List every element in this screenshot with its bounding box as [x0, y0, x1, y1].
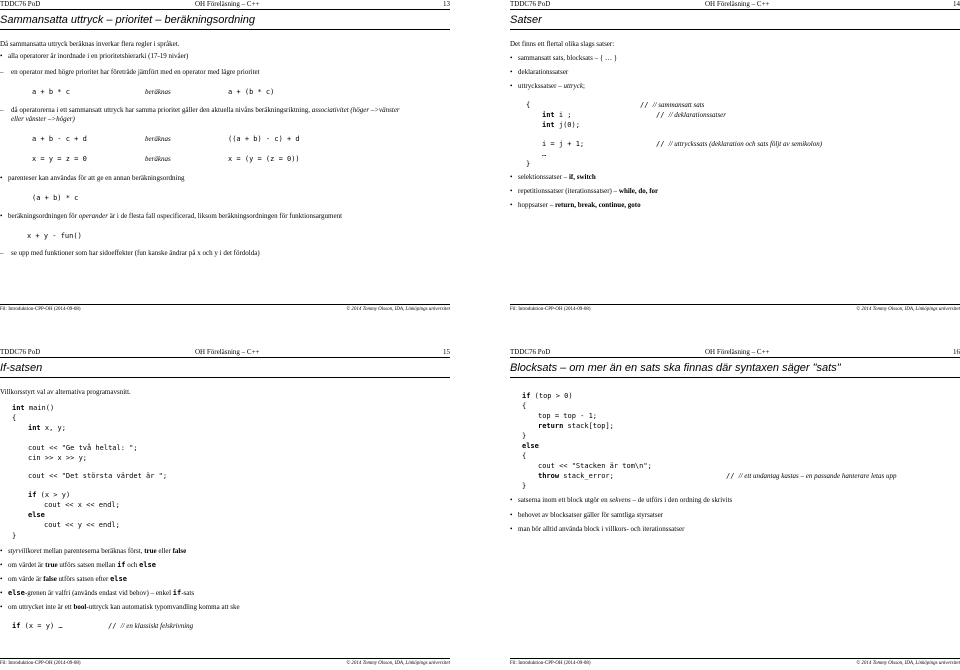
course-code: TDDC76 PoD — [0, 348, 41, 356]
bullet-text: beräkningsordningen för — [8, 212, 78, 220]
sub-bullet-text: en operator med högre prioritet har företräde jämfört med en operator med lägre prioritet — [11, 68, 260, 76]
bullet-bool-conversion — [0, 603, 240, 612]
intro-text: Det finns ett flertal olika slags satser: — [510, 40, 615, 48]
slide-14 — [510, 0, 960, 312]
keyword: else — [28, 511, 45, 519]
bullet-text: om värdet är — [8, 561, 46, 569]
code-comment: // // en klassiskt felskrivning — [108, 622, 194, 630]
footer-rule — [510, 304, 960, 305]
keyword: if — [12, 622, 21, 630]
slide-footer — [510, 660, 960, 668]
title-rule — [0, 377, 450, 378]
keyword: int — [28, 424, 41, 432]
page-number: 16 — [953, 348, 960, 356]
slide-header — [0, 0, 450, 8]
bullet-text: -sats — [181, 589, 195, 597]
footer-rule — [0, 658, 450, 659]
evaluates-label: beräknas — [145, 155, 171, 163]
code-line: } — [522, 432, 527, 440]
slide-footer — [0, 306, 450, 314]
lecture-name: OH Föreläsning – C++ — [705, 348, 770, 356]
page-number: 14 — [953, 0, 960, 8]
title-rule — [0, 29, 450, 30]
bullet-always-blocks — [510, 525, 684, 534]
evaluates-label: beräknas — [145, 88, 171, 96]
bullet-text: -grenen är valfri (används endast vid behov) – enkel — [24, 589, 173, 597]
code-line: } — [522, 482, 527, 490]
slide-header — [510, 348, 960, 356]
code-text: j(0); — [554, 121, 580, 129]
bullet-text: behovet av blocksatser gäller för samtliga styrsatser — [518, 511, 664, 519]
code-text: x, y; — [40, 424, 66, 432]
course-code: TDDC76 PoD — [510, 0, 551, 8]
keyword: int — [542, 121, 555, 129]
code-line — [12, 622, 63, 631]
keyword: else — [8, 589, 25, 597]
code-example: x = y = z = 0 — [32, 155, 87, 163]
keyword: int — [542, 111, 555, 119]
code-line — [522, 392, 573, 401]
bullet-text: sammansatt sats, blocksats – { … } — [518, 54, 618, 62]
code-line: … — [542, 150, 547, 158]
keyword: return — [538, 422, 564, 430]
bullet-text: man bör alltid använda block i villkors- och iterationssatser — [518, 525, 685, 533]
code-comment: // // uttryckssats (deklaration och sats följt av semikolon) — [656, 140, 823, 148]
bullet-text: eller — [156, 547, 173, 555]
sub-bullet-text: då operatorerna i ett sammansatt uttryck har samma prioritet gäller den aktuella nivåns beräkningsriktning, — [11, 106, 310, 114]
header-rule — [510, 357, 960, 358]
sequence-term: sekvens — [609, 496, 631, 504]
lecture-name: OH Föreläsning – C++ — [195, 0, 260, 8]
course-code: TDDC76 PoD — [0, 0, 41, 8]
sub-bullet-priority — [0, 68, 260, 77]
code-text: (x = y) … — [20, 622, 63, 630]
code-text: (top > 0) — [530, 392, 573, 400]
comment-text: // uttryckssats (deklaration och sats följt av semikolon) — [668, 140, 823, 148]
bullet-text: om värde är — [8, 575, 44, 583]
page-number: 13 — [443, 0, 450, 8]
bullet-text: parenteser kan användas för att ge en annan beräkningsordning — [8, 174, 185, 182]
comment-text: // ett undantag kastas – en passande hanterare letas upp — [738, 472, 897, 480]
copyright: © 2014 Tommy Olsson, IDA, Linköpings universitet — [856, 661, 960, 666]
code-line: cout << "Stacken är tom\n"; — [538, 462, 652, 470]
sub-bullet-side-effects — [0, 249, 260, 258]
bullet-text: hoppsatser – — [518, 201, 554, 209]
file-name: Fil: Introduktion-CPP-OH (2014-09-08) — [510, 661, 591, 666]
comment-text: // sammansatt sats — [652, 101, 705, 109]
code-line: i = j + 1; — [542, 140, 585, 148]
condition-term: styrvillkoret — [8, 547, 42, 555]
bullet-control-statements — [510, 511, 663, 520]
slide-title: If-satsen — [0, 362, 43, 374]
code-result: a + (b * c) — [228, 88, 275, 96]
code-example: a + b * c — [32, 88, 70, 96]
copyright: © 2014 Tommy Olsson, IDA, Linköpings universitet — [346, 661, 450, 666]
header-rule — [0, 9, 450, 10]
code-line — [28, 511, 45, 520]
bullet-else-optional — [0, 589, 194, 598]
code-comment: // // ett undantag kastas – en passande hanterare letas upp — [726, 472, 897, 480]
code-result: x = (y = (z = 0)) — [228, 155, 300, 163]
sub-bullet-associativity — [0, 106, 400, 115]
bullet-text: uttryckssatser – — [518, 82, 562, 90]
slide-header — [0, 348, 450, 356]
header-rule — [510, 9, 960, 10]
code-line: cin >> x >> y; — [28, 454, 88, 462]
keyword: else — [522, 442, 539, 450]
code-text: main() — [24, 404, 55, 412]
keyword: throw — [538, 472, 560, 480]
file-name: Fil: Introduktion-CPP-OH (2014-09-08) — [510, 307, 591, 312]
slide-title: Sammansatta uttryck – prioritet – beräkningsordning — [0, 14, 255, 26]
code-line — [12, 404, 54, 413]
expression-term: uttryck — [563, 82, 583, 90]
bullet-condition — [0, 547, 186, 556]
bullet-text: om uttrycket inte är ett — [8, 603, 74, 611]
bullet-sequence — [510, 496, 732, 505]
code-line: cout << "Det största värdet är "; — [28, 472, 168, 480]
code-text: i ; — [554, 111, 572, 119]
code-line: { — [522, 402, 527, 410]
bullet-priority — [0, 52, 188, 61]
bullet-true-branch — [0, 561, 156, 570]
bullet-text: selektionssatser – — [518, 173, 568, 181]
keyword: false — [43, 575, 57, 583]
slide-title: Satser — [510, 14, 542, 26]
code-line: { — [526, 101, 531, 109]
slide-title: Blocksats – om mer än en sats ska finnas där syntaxen säger "sats" — [510, 362, 841, 374]
bullet-compound — [510, 54, 617, 63]
slide-16 — [510, 348, 960, 666]
bullet-text: alla operatorer är inordnade i en prioritetshierarki (17-19 nivåer) — [8, 52, 189, 60]
bullet-jump — [510, 201, 641, 210]
keyword: else — [110, 575, 127, 583]
intro-text: Då sammansatta uttryck beräknas inverkar flera regler i språket. — [0, 40, 180, 48]
lecture-name: OH Föreläsning – C++ — [195, 348, 260, 356]
comment-text: // deklarationssatser — [668, 111, 727, 119]
slide-footer — [510, 306, 960, 314]
bullet-text: ; — [582, 82, 585, 90]
keyword: if — [522, 392, 531, 400]
code-line — [542, 111, 572, 120]
code-line: top = top - 1; — [538, 412, 598, 420]
course-code: TDDC76 PoD — [510, 348, 551, 356]
intro-text: Villkorsstyrt val av alternativa programavsnitt. — [0, 388, 131, 396]
code-example: x + y - fun() — [27, 232, 82, 240]
bullet-parentheses — [0, 174, 185, 183]
code-line: } — [526, 160, 531, 168]
keyword-list: return, break, continue, goto — [554, 201, 641, 209]
slide-footer — [0, 660, 450, 668]
bullet-expression — [510, 82, 585, 91]
code-example: a + b - c + d — [32, 135, 87, 143]
associativity-term-cont: eller vänster –>höger) — [11, 115, 75, 123]
code-comment: // // deklarationssatser — [656, 111, 727, 119]
code-example: (a + b) * c — [32, 194, 79, 202]
comment-text: // en klassiskt felskrivning — [120, 622, 194, 630]
keyword: bool — [73, 603, 87, 611]
keyword: if — [117, 561, 126, 569]
copyright: © 2014 Tommy Olsson, IDA, Linköpings universitet — [856, 307, 960, 312]
code-text: stack_error; — [559, 472, 614, 480]
evaluates-label: beräknas — [145, 135, 171, 143]
bullet-operand-order — [0, 212, 342, 221]
code-result: ((a + b) - c) + d — [228, 135, 300, 143]
bullet-text: repetitionssatser (iterationssatser) – — [518, 187, 618, 195]
code-text: (x > y) — [36, 491, 71, 499]
slide-15 — [0, 348, 450, 666]
file-name: Fil: Introduktion-CPP-OH (2014-09-08) — [0, 307, 81, 312]
code-line: { — [522, 452, 527, 460]
lecture-name: OH Föreläsning – C++ — [705, 0, 770, 8]
code-comment: // // sammansatt sats — [640, 101, 705, 109]
title-rule — [510, 29, 960, 30]
code-line — [542, 121, 580, 130]
code-line — [538, 422, 614, 431]
bullet-text: -uttryck kan automatisk typomvandling komma att ske — [86, 603, 240, 611]
slide-13 — [0, 0, 450, 312]
keyword: int — [12, 404, 25, 412]
bullet-selection — [510, 173, 596, 182]
keyword: true — [45, 561, 58, 569]
footer-rule — [510, 658, 960, 659]
bullet-text: mellan parenteserna beräknas först, — [41, 547, 143, 555]
bullet-text: och — [125, 561, 140, 569]
keyword-list: while, do, for — [618, 187, 659, 195]
code-line: cout << x << endl; — [44, 501, 120, 509]
file-name: Fil: Introduktion-CPP-OH (2014-09-08) — [0, 661, 81, 666]
page-number: 15 — [443, 348, 450, 356]
code-line — [538, 472, 614, 481]
bullet-text: satserna inom ett block utgör en — [518, 496, 610, 504]
keyword: if — [28, 491, 37, 499]
bullet-text: – de utförs i den ordning de skrivits — [630, 496, 733, 504]
title-rule — [510, 377, 960, 378]
sub-bullet-text: se upp med funktioner som har sidoeffekter (fun kanske ändrar på x och y i det fördolda) — [11, 249, 260, 257]
operand-term: operander — [78, 212, 108, 220]
bullet-text: deklarationssatser — [518, 68, 569, 76]
code-line — [522, 442, 539, 451]
copyright: © 2014 Tommy Olsson, IDA, Linköpings universitet — [346, 307, 450, 312]
code-line: cout << y << endl; — [44, 521, 120, 529]
bullet-text: utförs satsen mellan — [57, 561, 118, 569]
code-text: stack[top]; — [563, 422, 614, 430]
code-line: { — [12, 414, 17, 422]
keyword: false — [172, 547, 187, 555]
slide-header — [510, 0, 960, 8]
bullet-declaration — [510, 68, 568, 77]
bullet-false-branch — [0, 575, 127, 584]
footer-rule — [0, 304, 450, 305]
code-line: cout << "Ge två heltal: "; — [28, 444, 138, 452]
keyword: true — [144, 547, 157, 555]
header-rule — [0, 357, 450, 358]
code-line: } — [12, 532, 17, 540]
code-line — [28, 424, 66, 433]
code-line — [28, 491, 70, 500]
bullet-text: utförs satsen efter — [56, 575, 111, 583]
associativity-term: associativitet (höger –>vänster — [311, 106, 400, 114]
keyword: if — [172, 589, 182, 597]
keyword: else — [139, 561, 156, 569]
bullet-text: är i de flesta fall ospecificerad, liksom beräkningsordningen för funktionsargument — [109, 212, 343, 220]
keyword-list: if, switch — [568, 173, 596, 181]
bullet-repetition — [510, 187, 658, 196]
